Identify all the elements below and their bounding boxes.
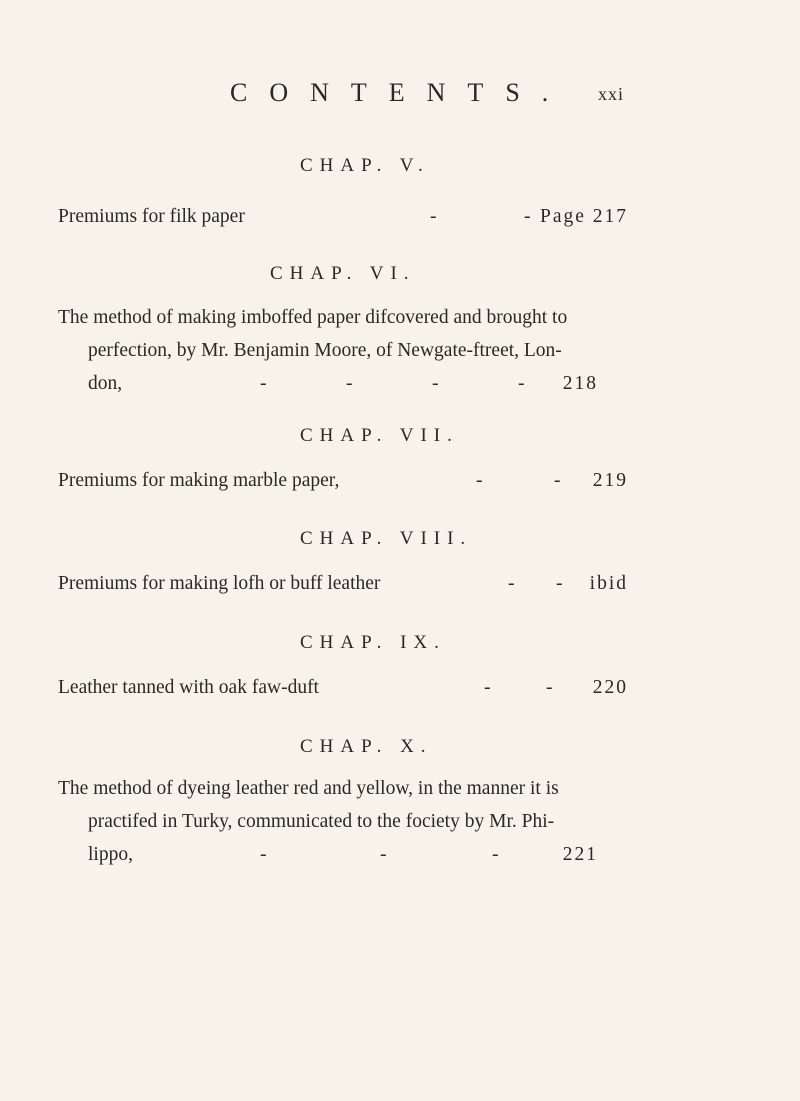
contents-entry — [58, 301, 628, 400]
page-number: Page 217 — [539, 206, 628, 227]
entry-text: Premiums for making lofh or buff leather — [58, 573, 381, 594]
entry-text: lippo, — [88, 844, 133, 865]
entry-text: The method of making imboffed paper difcovered and brought to — [58, 307, 568, 328]
leader-dash: - — [346, 373, 353, 394]
entry-text: The method of dyeing leather red and yellow, in the manner it is — [58, 778, 559, 799]
leader-dash: - — [508, 573, 515, 594]
page-number: 219 — [592, 470, 628, 491]
entry-line — [58, 464, 628, 497]
chapter-heading: CHAP. V. — [300, 155, 430, 176]
page-number: 218 — [562, 373, 598, 394]
leader-dash: - — [518, 373, 525, 394]
page-number: ibid — [589, 573, 628, 594]
leader-dash: - — [380, 844, 387, 865]
leader-dash: - — [432, 373, 439, 394]
entry-text: practifed in Turky, communicated to the fociety by Mr. Phi- — [88, 811, 555, 832]
entry-line — [88, 367, 628, 400]
entry-text: don, — [88, 373, 123, 394]
contents-entry — [58, 671, 628, 704]
chapter-heading: CHAP. X. — [300, 736, 433, 757]
leader-dash: - — [430, 206, 437, 227]
entry-line — [58, 200, 628, 233]
leader-dash: - — [546, 677, 553, 698]
folio-number: xxi — [598, 84, 625, 104]
page-number: 221 — [562, 844, 598, 865]
leader-dash: - — [556, 573, 563, 594]
chapter-heading: CHAP. VII. — [300, 425, 459, 446]
chapter-heading: CHAP. VI. — [270, 263, 416, 284]
running-head-title: CONTENTS. — [230, 78, 571, 107]
entry-line — [88, 334, 628, 367]
chapter-heading: CHAP. IX. — [300, 632, 446, 653]
entry-line — [88, 805, 628, 838]
running-head — [0, 78, 800, 118]
leader-dash: - — [554, 470, 561, 491]
page-number: 220 — [592, 677, 628, 698]
leader-dash: - — [476, 470, 483, 491]
entry-text: Premiums for filk paper — [58, 206, 245, 227]
chapter-heading: CHAP. VIII. — [300, 528, 473, 549]
contents-entry — [58, 567, 628, 600]
leader-dash: - — [492, 844, 499, 865]
entry-line — [88, 838, 628, 871]
entry-line — [58, 301, 628, 334]
entry-line — [58, 671, 628, 704]
entry-line — [58, 567, 628, 600]
contents-entry — [58, 464, 628, 497]
leader-dash: - — [260, 373, 267, 394]
contents-entry — [58, 772, 628, 871]
entry-text: perfection, by Mr. Benjamin Moore, of Newgate-ftreet, Lon- — [88, 340, 562, 361]
entry-line — [58, 772, 628, 805]
leader-dash: - — [484, 677, 491, 698]
entry-text: Leather tanned with oak faw-duft — [58, 677, 319, 698]
contents-entry — [58, 200, 628, 233]
entry-text: Premiums for making marble paper, — [58, 470, 340, 491]
leader-dash: - — [524, 206, 531, 227]
leader-dash: - — [260, 844, 267, 865]
